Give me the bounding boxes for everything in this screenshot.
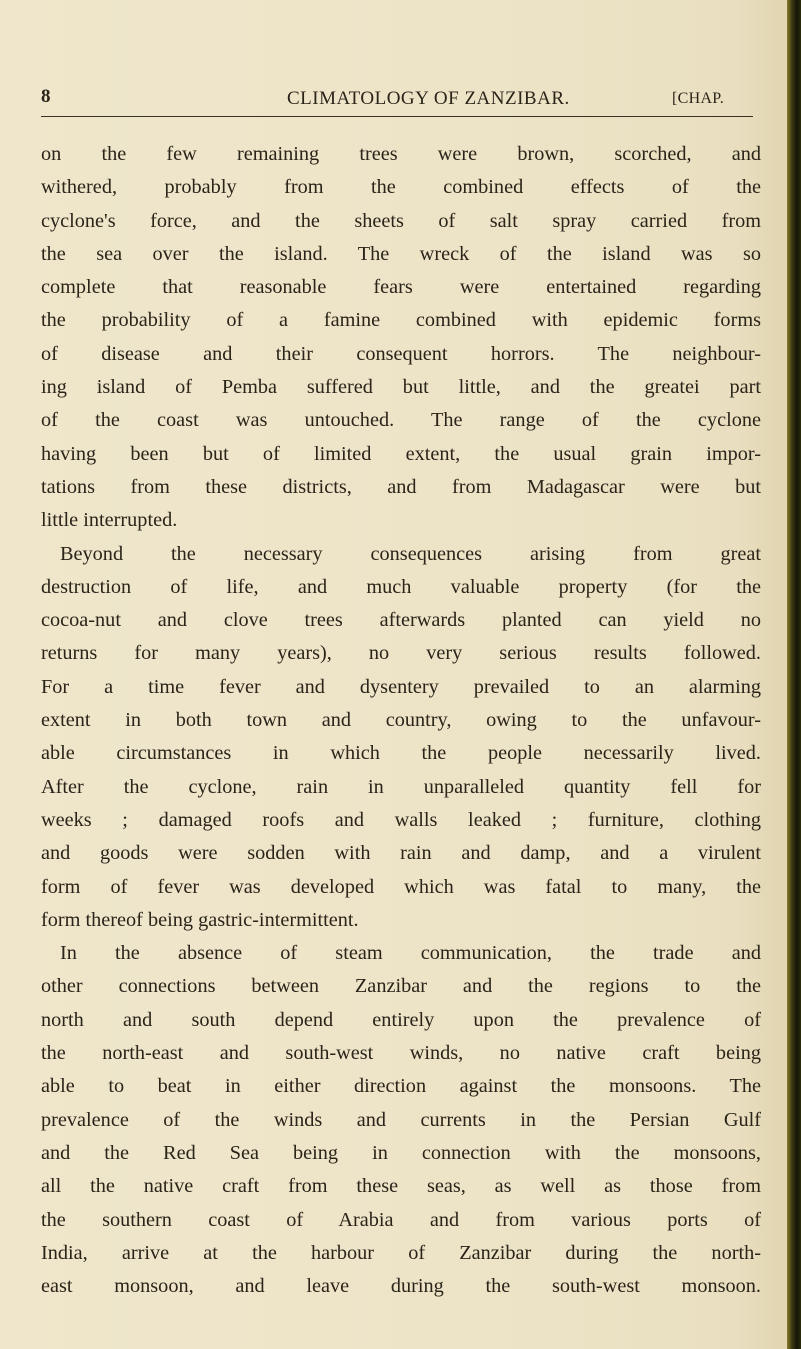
text-line: India, arrive at the harbour of Zanzibar during the north- bbox=[41, 1241, 761, 1264]
body-text bbox=[41, 138, 761, 1303]
text-line: east monsoon, and leave during the south-west monsoon. bbox=[41, 1275, 761, 1298]
text-line: of disease and their consequent horrors. The neighbour- bbox=[41, 342, 761, 365]
running-header bbox=[41, 86, 761, 118]
text-line: and the Red Sea being in connection with the monsoons, bbox=[41, 1141, 761, 1164]
text-line: on the few remaining trees were brown, scorched, and bbox=[41, 143, 761, 165]
text-line: the probability of a famine combined with epidemic forms bbox=[41, 309, 761, 332]
text-line: After the cyclone, rain in unparalleled quantity fell for bbox=[41, 775, 761, 798]
text-line: withered, probably from the combined effects of the bbox=[41, 176, 761, 199]
chapter-mark: [CHAP. bbox=[672, 90, 725, 107]
text-line: cocoa-nut and clove trees afterwards planted can yield no bbox=[41, 609, 761, 632]
text-line: and goods were sodden with rain and damp, and a virulent bbox=[41, 842, 761, 865]
text-line: other connections between Zanzibar and the regions to the bbox=[41, 975, 761, 998]
text-line: form thereof being gastric-intermittent. bbox=[41, 908, 359, 931]
running-title: CLIMATOLOGY OF ZANZIBAR. bbox=[287, 88, 570, 109]
text-line: complete that reasonable fears were entertained regarding bbox=[41, 276, 761, 299]
text-line: Beyond the necessary consequences arising from great bbox=[60, 542, 761, 565]
text-line: For a time fever and dysentery prevailed to an alarming bbox=[41, 675, 761, 698]
text-line: all the native craft from these seas, as well as those from bbox=[41, 1175, 761, 1198]
text-line: ing island of Pemba suffered but little, and the greatei part bbox=[41, 376, 761, 399]
text-line: prevalence of the winds and currents in the Persian Gulf bbox=[41, 1108, 761, 1131]
text-line: cyclone's force, and the sheets of salt spray carried from bbox=[41, 209, 761, 232]
page-number: 8 bbox=[41, 86, 51, 107]
text-line: able circumstances in which the people necessarily lived. bbox=[41, 742, 761, 765]
text-line: able to beat in either direction against the monsoons. The bbox=[41, 1075, 761, 1098]
text-line: little interrupted. bbox=[41, 509, 178, 532]
text-line: returns for many years), no very serious results followed. bbox=[41, 642, 761, 665]
book-spine-edge bbox=[787, 0, 801, 1349]
text-line: the sea over the island. The wreck of the island was so bbox=[41, 242, 761, 265]
text-line: having been but of limited extent, the usual grain impor- bbox=[41, 442, 761, 465]
text-line: extent in both town and country, owing to the unfavour- bbox=[41, 709, 761, 732]
text-line: the southern coast of Arabia and from various ports of bbox=[41, 1208, 761, 1231]
text-line: tations from these districts, and from Madagascar were but bbox=[41, 475, 761, 498]
text-line: weeks ; damaged roofs and walls leaked ; furniture, clothing bbox=[41, 808, 761, 831]
text-line: destruction of life, and much valuable property (for the bbox=[41, 575, 761, 598]
text-line: In the absence of steam communication, the trade and bbox=[60, 942, 761, 965]
text-line: the north-east and south-west winds, no native craft being bbox=[41, 1042, 761, 1065]
text-line: of the coast was untouched. The range of the cyclone bbox=[41, 409, 761, 432]
text-line: form of fever was developed which was fatal to many, the bbox=[41, 875, 761, 898]
text-line: north and south depend entirely upon the prevalence of bbox=[41, 1008, 761, 1031]
header-rule bbox=[41, 116, 753, 117]
